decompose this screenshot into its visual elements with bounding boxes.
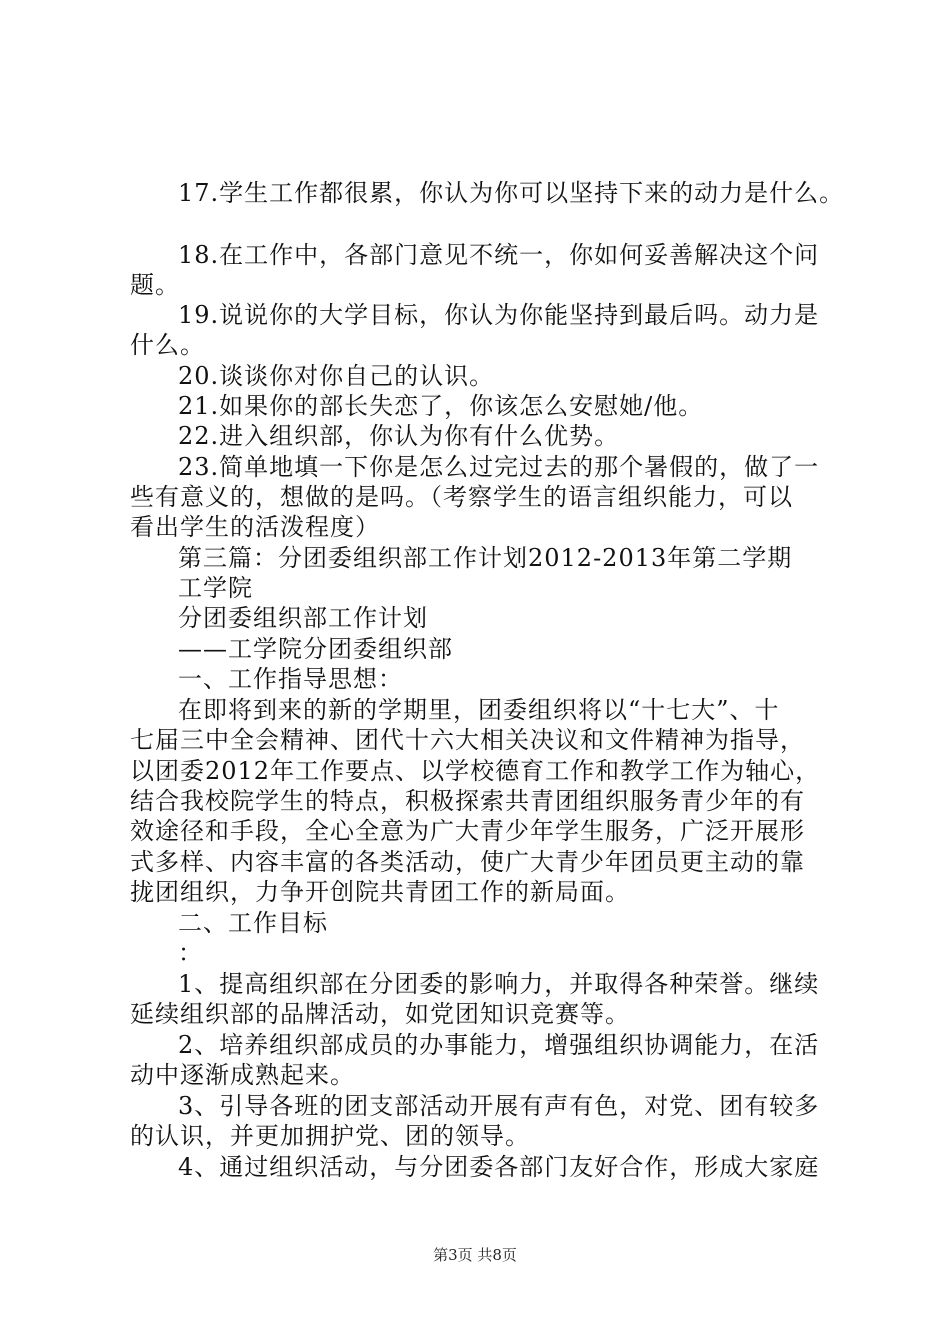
heading-work-goals: 二、工作目标 — [178, 909, 328, 937]
plan-title: 分团委组织部工作计划 — [178, 604, 428, 632]
paragraph-line-3: 以团委2012年工作要点、以学校德育工作和教学工作为轴心， — [130, 757, 821, 785]
question-23: 23.简单地填一下你是怎么过完过去的那个暑假的，做了一 — [178, 453, 820, 481]
plan-author: ——工学院分团委组织部 — [178, 635, 453, 663]
section-title: 第三篇：分团委组织部工作计划2012-2013年第二学期 — [178, 544, 793, 572]
paragraph-line-1: 在即将到来的新的学期里，团委组织将以“十七大”、十 — [178, 696, 780, 724]
paragraph-line-7: 拢团组织，力争开创院共青团工作的新局面。 — [130, 878, 630, 906]
question-18: 18.在工作中，各部门意见不统一，你如何妥善解决这个问 — [178, 241, 820, 269]
question-18-continuation: 题。 — [130, 271, 180, 299]
paragraph-line-6: 式多样、内容丰富的各类活动，使广大青少年团员更主动的靠 — [130, 848, 805, 876]
goal-1-continuation: 延续组织部的品牌活动，如党团知识竞赛等。 — [130, 1000, 630, 1028]
question-21: 21.如果你的部长失恋了，你该怎么安慰她/他。 — [178, 392, 704, 420]
goal-3-continuation: 的认识，并更加拥护党、团的领导。 — [130, 1122, 530, 1150]
section-college: 工学院 — [178, 574, 253, 602]
question-20: 20.谈谈你对你自己的认识。 — [178, 362, 495, 390]
paragraph-line-2: 七届三中全会精神、团代十六大相关决议和文件精神为指导， — [130, 726, 805, 754]
question-23-continuation-1: 些有意义的，想做的是吗。（考察学生的语言组织能力，可以 — [130, 483, 793, 511]
question-19-continuation: 什么。 — [130, 331, 205, 359]
heading-work-goals-colon: ： — [178, 939, 203, 967]
question-22: 22.进入组织部，你认为你有什么优势。 — [178, 422, 620, 450]
question-17: 17.学生工作都很累，你认为你可以坚持下来的动力是什么。 — [178, 179, 845, 207]
question-19: 19.说说你的大学目标，你认为你能坚持到最后吗。动力是 — [178, 301, 820, 329]
goal-3: 3、引导各班的团支部活动开展有声有色，对党、团有较多 — [178, 1092, 820, 1120]
goal-1: 1、提高组织部在分团委的影响力，并取得各种荣誉。继续 — [178, 970, 820, 998]
heading-guiding-thought: 一、工作指导思想： — [178, 665, 403, 693]
goal-2-continuation: 动中逐渐成熟起来。 — [130, 1061, 355, 1089]
question-23-continuation-2: 看出学生的活泼程度） — [130, 513, 380, 541]
page-footer: 第3页 共8页 — [433, 1246, 517, 1264]
goal-2: 2、培养组织部成员的办事能力，增强组织协调能力，在活 — [178, 1031, 820, 1059]
paragraph-line-5: 效途径和手段，全心全意为广大青少年学生服务，广泛开展形 — [130, 817, 805, 845]
paragraph-line-4: 结合我校院学生的特点，积极探索共青团组织服务青少年的有 — [130, 787, 805, 815]
goal-4: 4、通过组织活动，与分团委各部门友好合作，形成大家庭 — [178, 1153, 820, 1181]
